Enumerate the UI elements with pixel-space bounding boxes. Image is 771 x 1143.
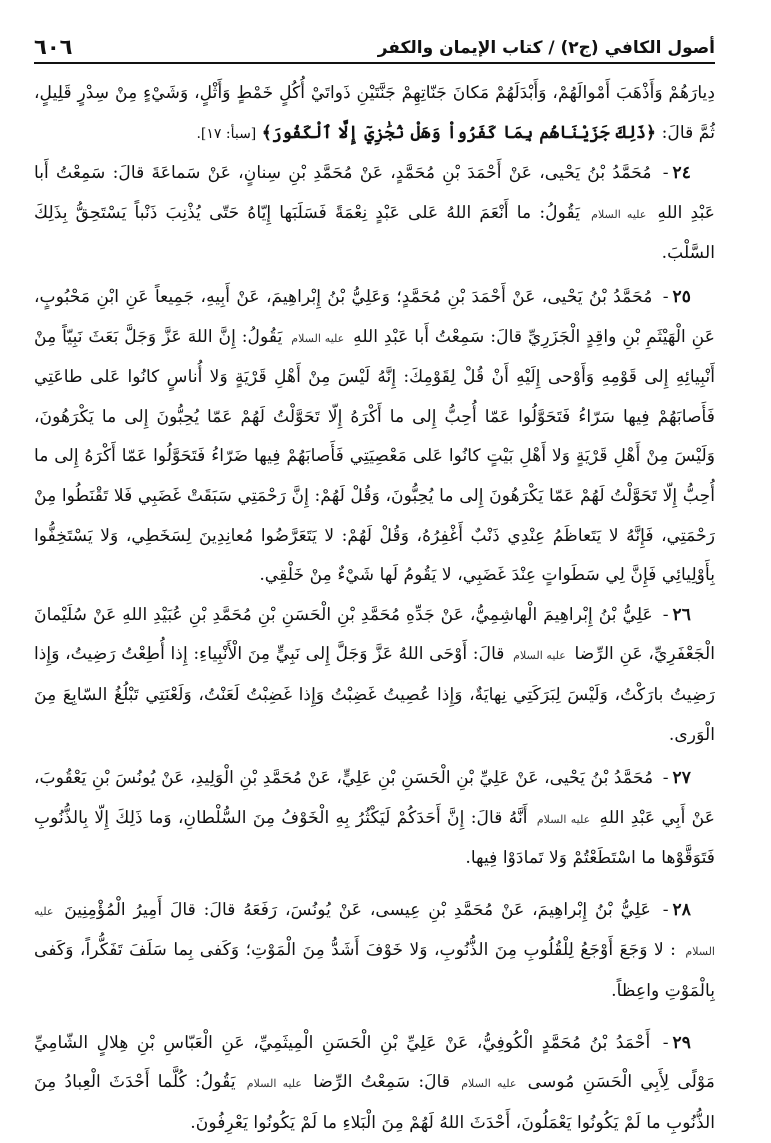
honorific-glyph: عليه السلام (246, 1077, 302, 1091)
hadith-text: يَقُولُ: كُلَّما أَحْدَثَ الْعِبادُ مِنَ الذُّنُوبِ ما لَمْ يَكُونُوا يَعْمَلُونَ، أَحْدَثَ اللهُ لَهُمْ مِنَ الْبَلاءِ ما لَمْ يَكُونُوا يَعْرِفُونَ. (34, 1072, 715, 1133)
number-separator: - (662, 163, 669, 184)
hadith-chain: مُحَمَّدُ بْنُ يَحْيى، عَنْ أَحْمَدَ بْنِ مُحَمَّدٍ، عَنْ مُحَمَّدِ بْنِ سِنانٍ، عَنْ سَماعَةَ قالَ: سَمِعْتُ أَبا عَبْدِ اللهِ (34, 163, 716, 223)
hadith-text: أَنَّهُ قالَ: إِنَّ أَحَدَكُمْ لَيَكْثُرُ بِهِ الْخَوْفُ مِنَ السُّلْطانِ، وَما ذَلِكَ إِلّا بِالذُّنُوبِ فَتَوَقَّوْها ما اسْتَطَعْتُمْ وَلا تَمادَوْا فِيها. (34, 807, 715, 869)
verse-citation: [سبأ: ١٧]. (196, 125, 257, 142)
number-separator: - (662, 286, 669, 307)
hadith-29 (34, 1024, 715, 1143)
hadith-text: يَقُولُ: إِنَّ اللهَ عَزَّ وَجَلَّ بَعَثَ نَبِيّاً مِنْ أَنْبِيائِهِ إِلى قَوْمِهِ وَأَوْحى إِلَيْهِ أَنْ قُلْ لِقَوْمِكَ: إِنَّهُ لَيْسَ مِنْ أَهْلِ قَرْيَةٍ وَلا أُناسٍ كانُوا عَلى طاعَتِي فَأَصابَهُمْ فِيها سَرّاءُ فَتَحَوَّلُوا عَمّا أُحِبُّ إِلى ما أَكْرَهُ إِلّا تَحَوَّلْتُ لَهُمْ عَمّا يُحِبُّونَ إِلى ما يَكْرَهُونَ، وَلَيْسَ مِنْ أَهْلِ قَرْيَةٍ وَلا أَهْلِ بَيْتٍ كانُوا عَلى مَعْصِيَتِي فَأَصابَهُمْ فِيها ضَرّاءُ فَتَحَوَّلُوا عَمّا أَكْرَهُ إِلى ما أُحِبُّ إِلّا تَحَوَّلْتُ لَهُمْ عَمّا يَكْرَهُونَ إِلى ما يُحِبُّونَ، وَقُلْ لَهُمْ: إِنَّ رَحْمَتِي سَبَقَتْ غَضَبِي فَلا تَقْنَطُوا مِنْ رَحْمَتِي، فَإِنَّهُ لا يَتَعاظَمُ عِنْدِي ذَنْبٌ أَغْفِرُهُ، وَقُلْ لَهُمْ: لا يَتَعَرَّضُوا مُعانِدِينَ لِسَخَطِي، وَلا يَسْتَخِفُّوا بِأَوْلِيائِي فَإِنَّ لِي سَطَواتٍ عِنْدَ غَضَبِي، لا يَقُومُ لَها شَيْءٌ مِنْ خَلْقِي. (34, 326, 715, 586)
honorific-glyph: عليه السلام (461, 1077, 517, 1091)
hadith-28 (34, 891, 715, 1012)
honorific-glyph: عليه السلام (34, 904, 715, 959)
honorific-glyph: عليه السلام (513, 649, 566, 663)
number-separator: - (662, 1032, 669, 1053)
paragraph-continuation (34, 74, 715, 154)
hadith-25 (34, 278, 715, 596)
honorific-glyph: عليه السلام (591, 207, 647, 221)
hadith-number: ٢٨ (672, 899, 691, 920)
hadith-number: ٢٧ (672, 768, 691, 789)
number-separator: - (662, 899, 669, 920)
hadith-chain: مُحَمَّدُ بْنُ يَحْيى، عَنْ عَلِيِّ بْنِ الْحَسَنِ بْنِ عَلِيٍّ، عَنْ مُحَمَّدِ بْنِ الْوَلِيدِ، عَنْ يُونُسَ بْنِ يَعْقُوبَ، عَنْ أَبِي عَبْدِ اللهِ (34, 768, 715, 828)
hadith-chain-continued: قالَ: سَمِعْتُ الرِّضا (313, 1072, 451, 1093)
hadith-number: ٢٦ (672, 604, 692, 625)
hadith-chain: عَلِيُّ بْنُ إِبْراهِيمَ الْهاشِمِيُّ، عَنْ جَدِّهِ مُحَمَّدِ بْنِ الْحَسَنِ بْنِ مُحَمَّدِ بْنِ عُبَيْدِ اللهِ عَنْ سُلَيْمانَ الْجَعْفَرِيِّ، عَنِ الرِّضا (34, 604, 716, 665)
page-header (34, 28, 715, 64)
hadith-26 (34, 596, 715, 755)
page-body (34, 74, 715, 1143)
hadith-24 (34, 154, 715, 274)
hadith-number: ٢٥ (672, 286, 691, 307)
hadith-text: : لا وَجَعَ أَوْجَعُ لِلْقُلُوبِ مِنَ الذُّنُوبِ، وَلا خَوْفَ أَشَدُّ مِنَ الْمَوْتِ؛ وَكَفى بِما سَلَفَ تَفَكُّراً، وَكَفى بِالْمَوْتِ واعِظاً. (34, 940, 715, 1002)
hadith-text: يَقُولُ: ما أَنْعَمَ اللهُ عَلى عَبْدٍ نِعْمَةً فَسَلَبَها إِيّاهُ حَتّى يُذْنِبَ ذَنْباً يَسْتَحِقُّ بِذَلِكَ السَّلْبَ. (34, 202, 715, 264)
quran-verse: ﴿ذَلِكَ جَزَيْنَاهُم بِمَا كَفَرُواْ وَهَلْ نُجَٰزِيٓ إِلَّا ٱلْكَفُورَ﴾ (261, 122, 657, 143)
paragraph-text: دِيارَهُمْ وَأَذْهَبَ أَمْوالَهُمْ، وَأَبْدَلَهُمْ مَكانَ جَنّاتِهِمْ جَنَّتَيْنِ ذَواتَيْ أُكُلٍ خَمْطٍ وَأَثْلٍ، وَشَيْءٍ مِنْ سِدْرٍ قَلِيلٍ، ثُمَّ قالَ: (34, 83, 715, 143)
honorific-glyph: عليه السلام (291, 331, 345, 345)
number-separator: - (662, 604, 669, 625)
hadith-text: قالَ: أَوْحَى اللهُ عَزَّ وَجَلَّ إِلى نَبِيٍّ مِنَ الْأَنْبِياءِ: إِذا أُطِعْتُ رَضِيتُ، وَإِذا رَضِيتُ بارَكْتُ، وَلَيْسَ لِبَرَكَتِي نِهايَةٌ، وَإِذا عُصِيتُ غَضِبْتُ وَإِذا غَضِبْتُ لَعَنْتُ، وَلَعْنَتِي تَبْلُغُ السّابِعَ مِنَ الْوَرى. (34, 644, 715, 745)
running-title: أصول الكافي (ج٢) / كتاب الإيمان والكفر (377, 38, 715, 58)
hadith-chain: أَحْمَدُ بْنُ مُحَمَّدٍ الْكُوفِيُّ، عَنْ عَلِيِّ بْنِ الْحَسَنِ الْمِيثَمِيِّ، عَنِ الْعَبّاسِ بْنِ هِلالٍ الشّامِيِّ مَوْلًى لِأَبِي الْحَسَنِ مُوسى (34, 1032, 716, 1093)
hadith-chain: مُحَمَّدُ بْنُ يَحْيى، عَنْ أَحْمَدَ بْنِ مُحَمَّدٍ؛ وَعَلِيُّ بْنُ إِبْراهِيمَ، عَنْ أَبِيهِ، جَمِيعاً عَنِ ابْنِ مَحْبُوبٍ، عَنِ الْهَيْثَمِ بْنِ واقِدٍ الْجَزَرِيِّ قالَ: سَمِعْتُ أَبا عَبْدِ اللهِ (34, 286, 716, 347)
hadith-chain: عَلِيُّ بْنُ إِبْراهِيمَ، عَنْ مُحَمَّدِ بْنِ عِيسى، عَنْ يُونُسَ، رَفَعَهُ قالَ: قالَ أَمِيرُ الْمُؤْمِنِينَ (64, 899, 651, 920)
hadith-number: ٢٤ (672, 163, 691, 184)
hadith-27 (34, 759, 715, 879)
page-number: ٦٠٦ (34, 35, 73, 59)
number-separator: - (662, 768, 669, 789)
hadith-number: ٢٩ (672, 1032, 692, 1053)
honorific-glyph: عليه السلام (536, 812, 591, 826)
